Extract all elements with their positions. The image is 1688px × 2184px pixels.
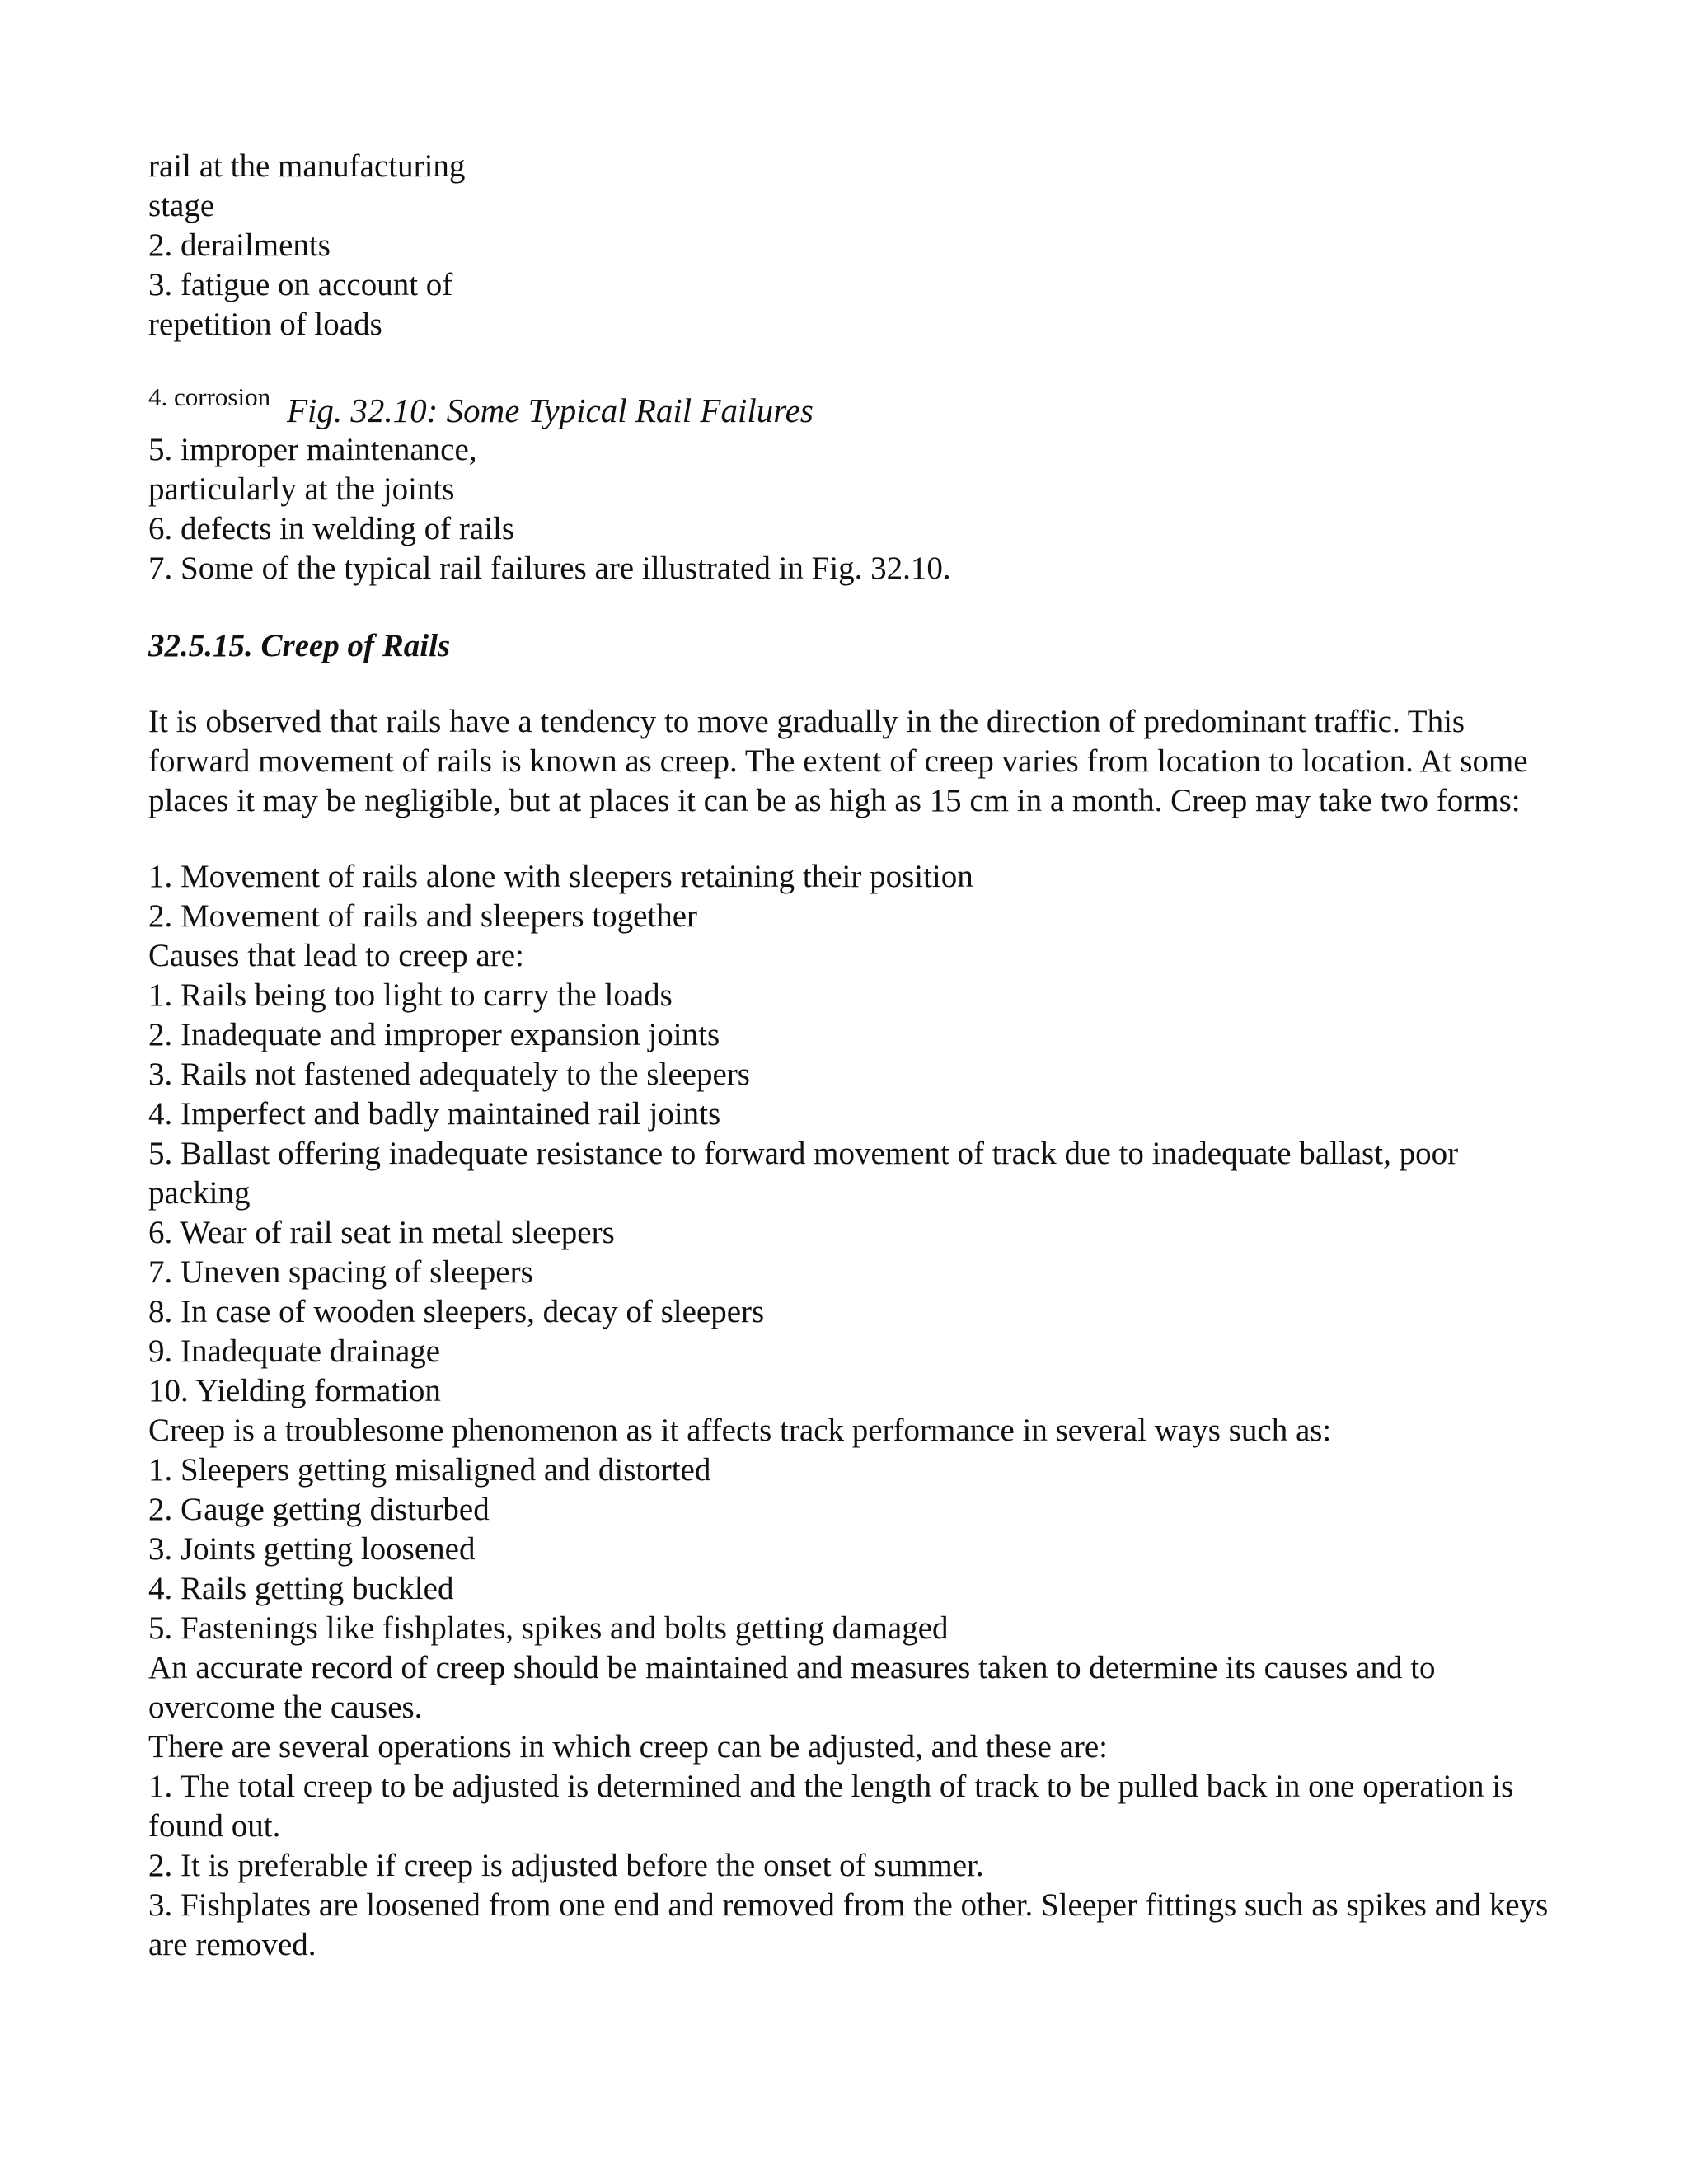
list-line: 3. fatigue on account of — [148, 267, 453, 302]
list-line: 10. Yielding formation — [148, 1373, 441, 1408]
figure-caption: Fig. 32.10: Some Typical Rail Failures — [287, 391, 814, 429]
list-line: stage — [148, 188, 215, 223]
list-line: repetition of loads — [148, 307, 382, 342]
list-line: 3. Joints getting loosened — [148, 1531, 476, 1567]
list-line: 3. Rails not fastened adequately to the sleepers — [148, 1057, 750, 1092]
list-line: 5. Fastenings like fishplates, spikes and bolts getting damaged — [148, 1610, 949, 1646]
list-line: 2. derailments — [148, 227, 331, 263]
after-figure-list — [148, 430, 1550, 588]
document-page — [148, 147, 1550, 1965]
list-line: 6. Wear of rail seat in metal sleepers — [148, 1215, 615, 1250]
list-line: Creep is a troublesome phenomenon as it affects track performance in several ways such as: — [148, 1413, 1332, 1448]
list-line: 4. Rails getting buckled — [148, 1571, 454, 1606]
list-line: 3. Fishplates are loosened from one end and removed from the other. Sleeper fittings such as spikes and keys are removed. — [148, 1887, 1549, 1962]
list-line: 7. Some of the typical rail failures are illustrated in Fig. 32.10. — [148, 551, 951, 586]
list-line: rail at the manufacturing — [148, 148, 466, 184]
list-item-corrosion: 4. corrosion — [148, 382, 271, 411]
list-line: 4. Imperfect and badly maintained rail joints — [148, 1096, 721, 1132]
list-line: particularly at the joints — [148, 471, 455, 507]
body-list — [148, 857, 1550, 1965]
list-line: 1. Sleepers getting misaligned and distorted — [148, 1452, 711, 1488]
figure-caption-row — [148, 377, 1550, 430]
intro-paragraph: It is observed that rails have a tendency to move gradually in the direction of predominant traffic. This forward movement of rails is known as creep. The extent of creep varies from location to location. At some places it may be negligible, but at places it can be as high as 15 cm in a month. Creep may take two forms: — [148, 704, 1528, 818]
list-line: 2. It is preferable if creep is adjusted before the onset of summer. — [148, 1848, 984, 1883]
list-line: An accurate record of creep should be maintained and measures taken to determine its causes and to overcome the causes. — [148, 1650, 1436, 1725]
list-line: 7. Uneven spacing of sleepers — [148, 1254, 533, 1290]
top-list — [148, 147, 1550, 344]
list-line: 9. Inadequate drainage — [148, 1333, 441, 1369]
list-line: 5. Ballast offering inadequate resistance to forward movement of track due to inadequate ballast, poor packing — [148, 1136, 1459, 1211]
list-line: There are several operations in which creep can be adjusted, and these are: — [148, 1729, 1109, 1765]
list-line: 2. Gauge getting disturbed — [148, 1492, 490, 1527]
list-line: 2. Movement of rails and sleepers together — [148, 898, 698, 934]
list-line: 6. defects in welding of rails — [148, 511, 515, 546]
list-line: Causes that lead to creep are: — [148, 938, 524, 973]
list-line: 8. In case of wooden sleepers, decay of sleepers — [148, 1294, 765, 1329]
list-line: 2. Inadequate and improper expansion joints — [148, 1017, 720, 1052]
list-line: 5. improper maintenance, — [148, 432, 477, 467]
list-line: 1. Movement of rails alone with sleepers retaining their position — [148, 859, 973, 894]
list-line: 1. Rails being too light to carry the loads — [148, 977, 673, 1013]
section-heading: 32.5.15. Creep of Rails — [148, 628, 451, 663]
list-line: 1. The total creep to be adjusted is determined and the length of track to be pulled back in one operation is found out. — [148, 1769, 1514, 1844]
